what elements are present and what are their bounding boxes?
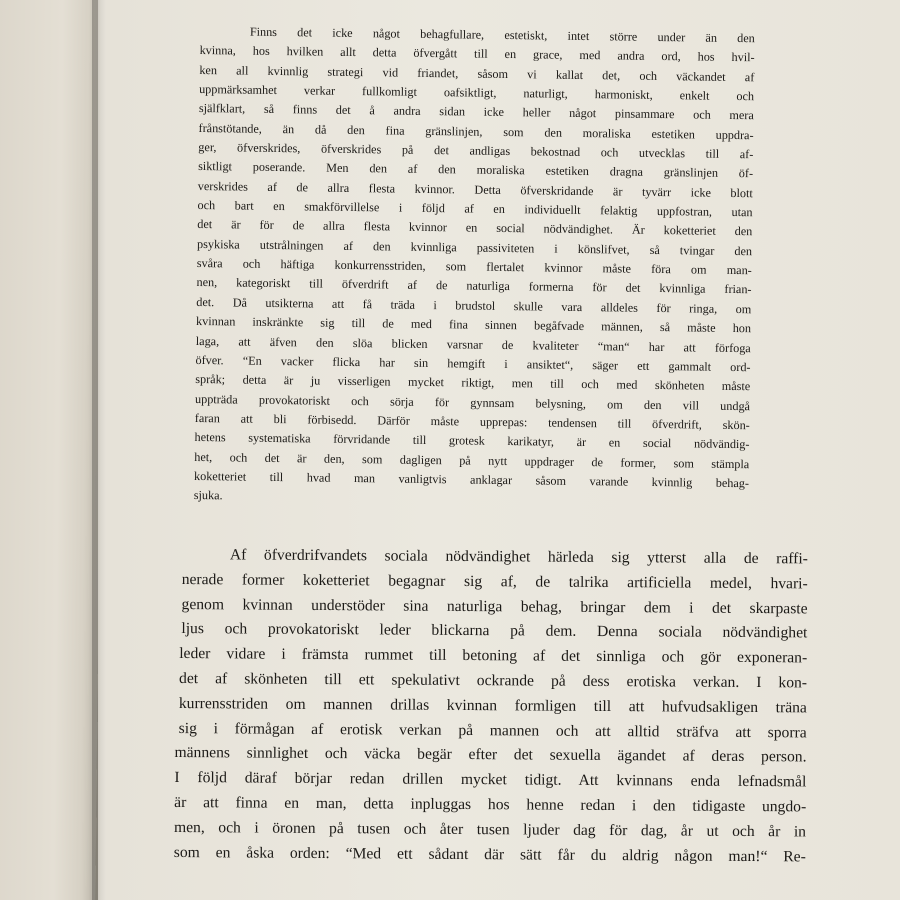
- left-page-edge: [0, 0, 105, 900]
- text-line: kvinnan inskränkte sig till de med fina sinnen begåfvade männen, så måste hon: [195, 314, 752, 336]
- text-line: hetens systematiska förvridande till grotesk karikatyr, är en social nödvändig-: [194, 430, 750, 452]
- text-line: ger, öfverskrides, öfverskrides på det andligas bekostnad och utvecklas till af-: [198, 140, 754, 162]
- text-line: är att finna en man, detta inpluggas hos henne redan i den tidigaste ungdo-: [174, 793, 807, 816]
- text-line: och bart en smakförvillelse i följd af en individuellt felaktig uppfostran, utan: [197, 198, 753, 220]
- text-line: öfver. “En vacker flicka har sin hemgift i ansiktet“, säger ett gammalt ord-: [195, 352, 751, 375]
- text-line: het, och det är den, som dagligen på nytt uppdrager de former, som stämpla: [194, 449, 750, 471]
- text-line: I följd däraf börjar redan drillen mycket tidigt. Att kvinnans enda lefnadsmål: [174, 769, 807, 791]
- text-line: frånstötande, än då den fina gränslinjen, som den moraliska estetiken uppdra-: [198, 120, 754, 142]
- text-line: leder vidare i främsta rummet till betoning af det sinnliga och gör exponeran-: [179, 645, 808, 667]
- text-line: som en åska orden: “Med ett sådant där sätt får du aldrig någon man!“ Re-: [173, 843, 806, 865]
- text-line: nerade former koketteriet begagnar sig af, de talrika artificiella medel, hvari-: [181, 570, 808, 593]
- text-line: sig i förmågan af erotisk verkan på mannen och att alltid sträfva att sporra: [178, 719, 807, 741]
- text-line: ken all kvinnlig strategi vid friandet, såsom vi kallat det, och väckandet af: [199, 62, 755, 84]
- text-line: laga, att äfven den slöa blicken varsnar de kvaliteter “man“ har att förfoga: [195, 333, 751, 355]
- paragraph-1: [194, 22, 755, 513]
- book-gutter: [92, 0, 106, 900]
- text-line: själfklart, så finns det å andra sidan icke heller något pinsammare och mera: [198, 101, 754, 123]
- text-line: verskrides af de allra flesta kvinnor. Detta öfverskridande är tyvärr icke blott: [197, 178, 753, 201]
- text-line: det är för de allra flesta kvinnor en social nödvändighet. Är koketteriet den: [197, 217, 753, 239]
- paragraph-2: [174, 543, 808, 870]
- text-line: nen, kategoriskt till öfverdrift af de naturliga formerna för det kvinnliga frian-: [196, 275, 752, 297]
- text-line: psykiska utstrålningen af den kvinnliga passiviteten i könslifvet, så tvingar den: [197, 236, 753, 259]
- text-line: men, och i öronen på tusen och åter tusen ljuder dag för dag, år ut och år in: [173, 818, 807, 841]
- text-line: männens sinnlighet och väcka begär efter det sexuella ägandet af deras person.: [174, 744, 807, 766]
- text-line: faran att bli förbisedd. Därför måste upprepas: tendensen till öfverdrift, skön-: [194, 410, 750, 433]
- text-line: det af skönheten till ett spekulativt ockrande på dess erotiska verkan. I kon-: [178, 670, 808, 692]
- text-line: koketteriet till hvad man vanligtvis anklagar såsom varande kvinnlig behag-: [193, 468, 750, 491]
- text-line: Af öfverdrifvandets sociala nödvändighet härleda sig ytterst alla de raffi-: [229, 546, 808, 568]
- text-line: kurrensstriden om mannen drillas kvinnan formligen till att hufvudsakligen träna: [178, 694, 807, 717]
- text-line: sjuka.: [193, 488, 223, 503]
- text-line: genom kvinnan understöder sina naturliga behag, bringar dem i det skarpaste: [181, 595, 808, 618]
- text-line: kvinna, hos hvilken allt detta öfvergått till en grace, med andra ord, hos hvil-: [199, 43, 755, 65]
- text-line: uppmärksamhet verkar fullkomligt oafsiktligt, naturligt, harmoniskt, enkelt och: [199, 82, 755, 104]
- text-line: det. Då utsikterna att få träda i brudstol skulle vara alldeles för ringa, om: [196, 294, 752, 317]
- text-line: uppträda provokatoriskt och sörja för gynnsam belysning, om den vill undgå: [194, 391, 751, 413]
- text-line: språk; detta är ju visserligen mycket riktigt, men till och med skönheten måste: [195, 372, 751, 394]
- text-line: svåra och häftiga konkurrensstriden, som flertalet kvinnor måste föra om man-: [196, 256, 752, 278]
- text-line: ljus och provokatoriskt leder blickarna på dem. Denna sociala nödvändighet: [181, 620, 808, 642]
- text-line: Finns det icke något behagfullare, estetiskt, intet större under än den: [249, 24, 755, 46]
- text-line: siktligt poserande. Men den af den moraliska estetiken dragna gränslinjen öf-: [198, 159, 754, 181]
